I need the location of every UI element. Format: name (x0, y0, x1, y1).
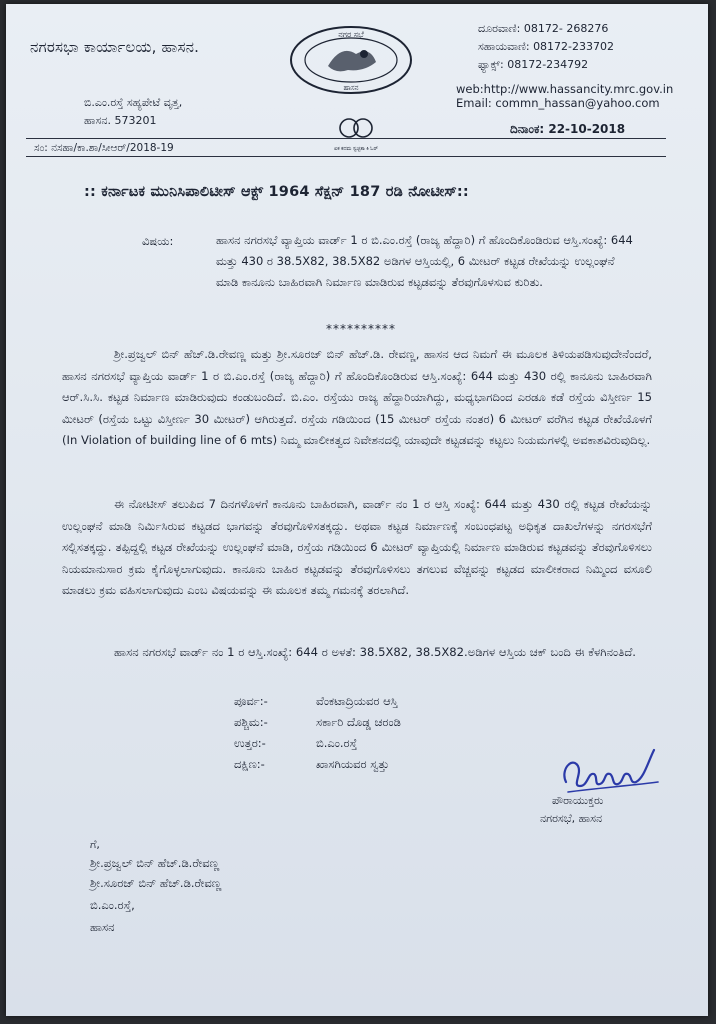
boundary-east-label: ಪೂರ್ವ:- (234, 694, 268, 708)
email-address: Email: commn_hassan@yahoo.com (456, 96, 660, 110)
seal-text-top: ನಗರ ಸಭೆ (338, 30, 364, 39)
recipient-to-label: ಗೆ, (90, 838, 100, 851)
recipient-line-3: ಬಿ.ಎಂ.ರಸ್ತೆ, (90, 898, 135, 912)
signatory-title: ಪೌರಾಯುಕ್ತರು (552, 794, 604, 807)
subject-label: ವಿಷಯ: (142, 234, 174, 248)
paragraph-3: ಹಾಸನ ನಗರಸಭೆ ವಾರ್ಡ್ ನಂ 1 ರ ಆಸ್ತಿ.ಸಂಖ್ಯೆ: 644 ರ ಅಳತೆ: 38.5X82, 38.5X82.ಅಡಿಗಳ ಆಸ್ತಿಯ ಚಕ್ ಬಂದಿ ಈ ಕೆಳಗಿನಂತಿದೆ. (114, 645, 636, 659)
boundary-east-value: ವೆಂಕಟಾದ್ರಿಯವರ ಆಸ್ತಿ (316, 694, 398, 708)
paragraph-2: ಈ ನೋಟೀಸ್ ತಲುಪಿದ 7 ದಿನಗಳೊಳಗೆ ಕಾನೂನು ಬಾಹಿರವಾಗಿ, ವಾರ್ಡ್ ನಂ 1 ರ ಆಸ್ತಿ ಸಂಖ್ಯೆ: 644 ಮತ್ತು 430 ರಲ್ಲಿ ಕಟ್ಟಡ ರೇಖೆಯನ್ನು ಉಲ್ಲಂಘನೆ ಮಾಡಿ ನಿರ್ಮಿಸಿರುವ ಕಟ್ಟಡದ ಭಾಗವನ್ನು ತೆರವುಗೊಳಿಸತಕ್ಕದ್ದು. ಅಥವಾ ಕಟ್ಟಡ ನಿರ್ಮಾಣಕ್ಕೆ ಸಂಬಂಧಪಟ್ಟ ಅಧಿಕೃತ ದಾಖಲೆಗಳನ್ನು ನಗರಸಭೆಗೆ ಸಲ್ಲಿಸತಕ್ಕದ್ದು. ತಪ್ಪಿದ್ದಲ್ಲಿ ಕಟ್ಟಡ ರೇಖೆಯನ್ನು ಉಲ್ಲಂಘನೆ ಮಾಡಿ, ರಸ್ತೆಯ ಗಡಿಯಿಂದ 6 ಮೀಟರ್ ವ್ಯಾಪ್ತಿಯಲ್ಲಿ ನಿರ್ಮಾಣ ಮಾಡಿರುವ ಕಟ್ಟಡವನ್ನು ತೆರವುಗೊಳಿಸಲು ನಿಯಮಾನುಸಾರ ಕ್ರಮ ಕೈಗೊಳ್ಳಲಾಗುವುದು. ಕಾನೂನು ಬಾಹಿರ ಕಟ್ಟಡವನ್ನು ತೆರವುಗೊಳಿಸಲು ತಗಲುವ ವೆಚ್ಚವನ್ನು ಕಟ್ಟಡದ ಮಾಲೀಕರಾದ ನಿಮ್ಮಿಂದ ವಸೂಲಿ ಮಾಡಲು ಕ್ರಮ ವಹಿಸಲಾಗುವುದು ಎಂಬ ವಿಷಯವನ್ನು ಈ ಮೂಲಕ ತಮ್ಮ ಗಮನಕ್ಕೆ ತರಲಾಗಿದೆ. (62, 497, 652, 597)
boundary-south-value: ಖಾಸಗಿಯವರ ಸ್ವತ್ತು (316, 757, 390, 771)
boundary-west-value: ಸರ್ಕಾರಿ ದೊಡ್ಡ ಚರಂಡಿ (316, 715, 401, 729)
fax-number: ಫ್ಯಾಕ್ಸ್: 08172-234792 (478, 58, 589, 71)
office-name: ನಗರಸಭಾ ಕಾರ್ಯಾಲಯ, ಹಾಸನ. (30, 38, 200, 56)
swachh-bharat-emblem (332, 110, 380, 158)
notice-date: ದಿನಾಂಕ: 22-10-2018 (510, 122, 626, 136)
boundary-north-value: ಬಿ.ಎಂ.ರಸ್ತೆ (316, 736, 358, 750)
commissioner-signature (558, 742, 668, 802)
signatory-office: ನಗರಸಭೆ, ಹಾಸನ (540, 812, 603, 825)
boundary-south-label: ದಕ್ಷಿಣ:- (234, 757, 265, 771)
municipal-seal-logo (286, 24, 416, 96)
paragraph-1: ಶ್ರೀ.ಪ್ರಜ್ವಲ್ ಬಿನ್ ಹೆಚ್.ಡಿ.ರೇವಣ್ಣ ಮತ್ತು ಶ್ರೀ.ಸೂರಜ್ ಬಿನ್ ಹೆಚ್.ಡಿ. ರೇವಣ್ಣ, ಹಾಸನ ಆದ ನಿಮಗೆ ಈ ಮೂಲಕ ತಿಳಿಯಪಡಿಸುವುದೇನೆಂದರೆ, ಹಾಸನ ನಗರಸಭೆ ವ್ಯಾಪ್ತಿಯ ವಾರ್ಡ್ 1 ರ ಬಿ.ಎಂ.ರಸ್ತೆ (ರಾಜ್ಯ ಹೆದ್ದಾರಿ) ಗೆ ಹೊಂದಿಕೊಂಡಿರುವ ಆಸ್ತಿ.ಸಂಖ್ಯೆ: 644 ಮತ್ತು 430 ರಲ್ಲಿ ಕಾನೂನು ಬಾಹಿರವಾಗಿ ಆರ್.ಸಿ.ಸಿ. ಕಟ್ಟಡ ನಿರ್ಮಾಣ ಮಾಡಿರುವುದು ಕಂಡುಬಂದಿದೆ. ಬಿ.ಎಂ. ರಸ್ತೆಯು ರಾಜ್ಯ ಹೆದ್ದಾರಿಯಾಗಿದ್ದು, ಮಧ್ಯಭಾಗದಿಂದ ಎರಡೂ ಕಡೆ ರಸ್ತೆಯ ವಿಸ್ತೀರ್ಣ 15 ಮೀಟರ್ (ರಸ್ತೆಯ ಒಟ್ಟು ವಿಸ್ತೀರ್ಣ 30 ಮೀಟರ್) ಆಗಿರುತ್ತದೆ. ರಸ್ತೆಯ ಗಡಿಯಿಂದ (15 ಮೀಟರ್ ರಸ್ತೆಯ ನಂತರ) 6 ಮೀಟರ್ ವರೆಗಿನ ಕಟ್ಟಡ ರೇಖೆಯೊಳಗೆ (In Violation of building line of 6 mts) ನಿಮ್ಮ ಮಾಲೀಕತ್ವದ ನಿವೇಶನದಲ್ಲಿ ಯಾವುದೇ ಕಟ್ಟಡವನ್ನು ಕಟ್ಟಲು ನಿಯಮಗಳಲ್ಲಿ ಅವಕಾಶವಿರುವುದಿಲ್ಲ. (62, 347, 652, 447)
office-address-line1: ಬಿ.ಎಂ.ರಸ್ತೆ ಸಹ್ಯಪೇಟೆ ವೃತ್ತ, (84, 96, 183, 109)
phone-helpline: ಸಹಾಯವಾಣಿ: 08172-233702 (478, 40, 615, 53)
boundary-west-label: ಪಶ್ಚಿಮ:- (234, 715, 268, 729)
section-separator: ********** (326, 322, 396, 336)
reference-number: ಸಂ: ನಸಹಾ/ಕಾ.ಶಾ/ಸೀಆರ್/2018-19 (34, 142, 174, 154)
emblem-caption: ಏಕ ಕದಮ ಸ್ವಚ್ಛತಾ ಕಿ ಓರ್ (334, 146, 378, 152)
header-divider-lower (26, 156, 666, 157)
recipient-line-2: ಶ್ರೀ.ಸೂರಜ್ ಬಿನ್ ಹೆಚ್.ಡಿ.ರೇವಣ್ಣ (90, 876, 222, 890)
subject-text: ಹಾಸನ ನಗರಸಭೆ ವ್ಯಾಪ್ತಿಯ ವಾರ್ಡ್ 1 ರ ಬಿ.ಎಂ.ರಸ್ತೆ (ರಾಜ್ಯ ಹೆದ್ದಾರಿ) ಗೆ ಹೊಂದಿಕೊಂಡಿರುವ ಆಸ್ತಿ.ಸಂಖ್ಯೆ: 644 ಮತ್ತು 430 ರ 38.5X82, 38.5X82 ಅಡಿಗಳ ಆಸ್ತಿಯಲ್ಲಿ, 6 ಮೀಟರ್ ಕಟ್ಟಡ ರೇಖೆಯನ್ನು ಉಲ್ಲಂಘನೆ ಮಾಡಿ ಕಾನೂನು ಬಾಹಿರವಾಗಿ ನಿರ್ಮಾಣ ಮಾಡಿರುವ ಕಟ್ಟಡವನ್ನು ತೆರವುಗೊಳಸುವ ಕುರಿತು. (216, 233, 633, 289)
header-divider (26, 138, 666, 139)
notice-title: :: ಕರ್ನಾಟಕ ಮುನಿಸಿಪಾಲಿಟೀಸ್ ಆಕ್ಟ್ 1964 ಸೆಕ್ಷನ್ 187 ರಡಿ ನೋಟೀಸ್:: (84, 184, 469, 200)
seal-text-bottom: ಹಾಸನ (343, 84, 359, 92)
phone-office: ದೂರವಾಣಿ: 08172- 268276 (478, 22, 609, 35)
boundary-north-label: ಉತ್ತರ:- (234, 736, 266, 750)
recipient-line-1: ಶ್ರೀ.ಪ್ರಜ್ವಲ್ ಬಿನ್ ಹೆಚ್.ಡಿ.ರೇವಣ್ಣ (90, 856, 220, 870)
website-url: web:http://www.hassancity.mrc.gov.in (456, 82, 674, 96)
notice-document (6, 4, 708, 1016)
office-address-line2: ಹಾಸನ. 573201 (84, 114, 157, 127)
recipient-line-4: ಹಾಸನ (90, 920, 115, 934)
